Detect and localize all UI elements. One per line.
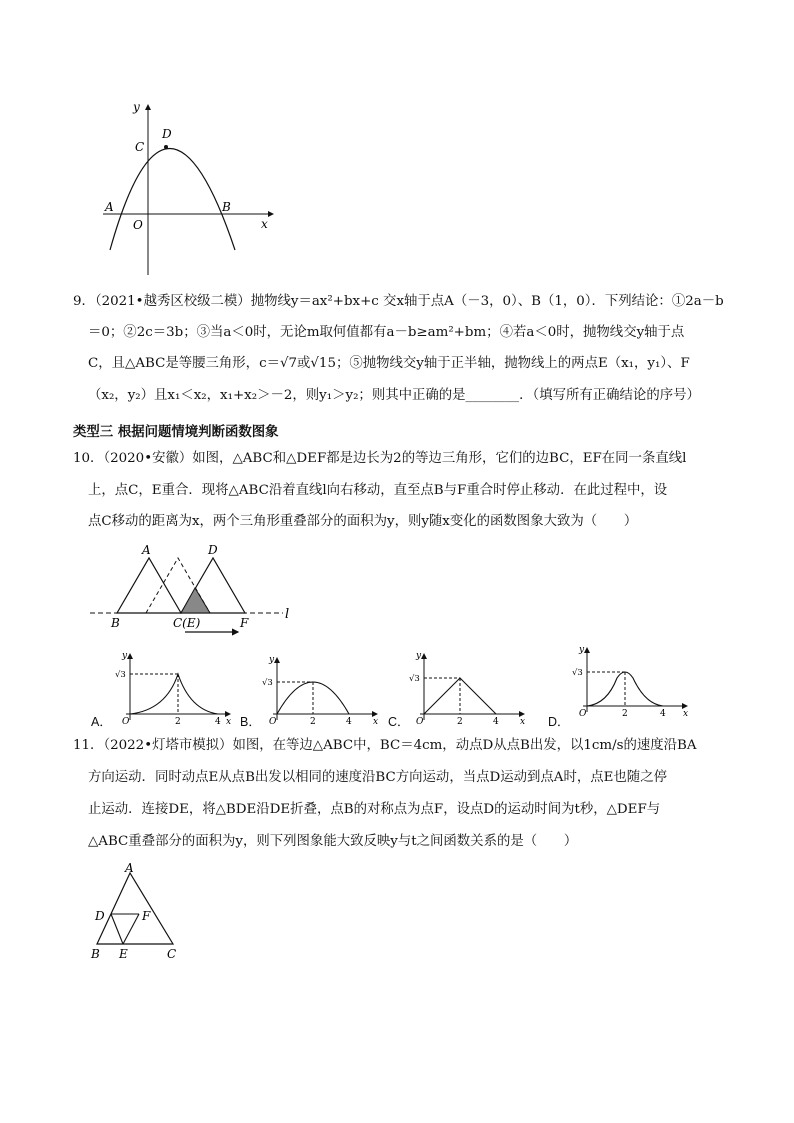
svg-text:x: x xyxy=(373,717,379,727)
svg-text:4: 4 xyxy=(660,709,666,719)
triangle-abc xyxy=(117,558,181,613)
svg-text:√3: √3 xyxy=(262,678,273,688)
svg-text:y: y xyxy=(269,655,275,665)
point-d-label: D xyxy=(162,127,172,141)
svg-text:4: 4 xyxy=(346,717,352,727)
svg-text:4: 4 xyxy=(215,717,221,727)
label-e: E xyxy=(119,947,128,961)
q11-line-3: 止运动．连接DE，将△BDE沿DE折叠，点B的对称点为点F，设点D的运动时间为t秒，△DEF与 xyxy=(88,802,661,817)
option-d-letter[interactable]: D． xyxy=(548,715,570,729)
svg-text:O: O xyxy=(122,717,130,727)
point-b-label: B xyxy=(222,200,231,214)
segment-ef xyxy=(123,914,139,944)
svg-text:4: 4 xyxy=(493,717,499,727)
q9-line-4: （x₂，y₂）且x₁＜x₂，x₁+x₂＞－2，则y₁＞y₂；则其中正确的是________．（填写所有正确结论的序号） xyxy=(88,388,700,403)
label-b: B xyxy=(111,616,120,630)
svg-text:√3: √3 xyxy=(115,670,126,680)
label-l: l xyxy=(285,607,290,622)
q9-line-2: ＝0；②2c＝3b；③当a＜0时，无论m取何值都有a－b≥am²+bm；④若a＜0时，抛物线交y轴于点 xyxy=(88,325,685,340)
label-a: A xyxy=(142,543,151,557)
svg-text:2: 2 xyxy=(457,717,463,727)
overlap-region xyxy=(181,588,210,613)
q11-line-4: △ABC重叠部分的面积为y，则下列图象能大致反映y与t之间函数关系的是（ ） xyxy=(88,834,578,849)
option-d-graph xyxy=(565,642,695,720)
point-c-label: C xyxy=(135,140,145,154)
option-b-graph xyxy=(255,652,385,728)
q11-line-1: 11．（2022•灯塔市模拟）如图，在等边△ABC中，BC＝4cm，动点D从点B出发，以1cm/s的速度沿BA xyxy=(73,738,697,753)
label-c: C xyxy=(167,947,177,961)
svg-text:2: 2 xyxy=(622,709,628,719)
option-c-letter[interactable]: C． xyxy=(388,715,410,729)
svg-text:√3: √3 xyxy=(572,668,583,678)
label-f: F xyxy=(240,616,249,630)
q10-line-1: 10．（2020•安徽）如图，△ABC和△DEF都是边长为2的等边三角形，它们的边BC，EF在同一条直线l xyxy=(73,451,687,466)
section-title: 类型三 根据问题情境判断函数图象 xyxy=(73,425,279,440)
point-a-label: A xyxy=(105,200,114,214)
origin-label: O xyxy=(133,218,143,232)
y-axis-label: y xyxy=(133,100,140,114)
q9-parabola-graph xyxy=(95,95,285,280)
vertex-point xyxy=(164,145,168,149)
svg-text:x: x xyxy=(520,717,526,727)
svg-text:y: y xyxy=(416,651,422,661)
option-b-letter[interactable]: B． xyxy=(240,715,261,729)
q9-line-3: C，且△ABC是等腰三角形，c＝√7或√15；⑤抛物线交y轴于正半轴，抛物线上的两点E（x₁，y₁）、F xyxy=(88,356,690,371)
svg-text:O: O xyxy=(416,717,424,727)
x-axis-label: x xyxy=(261,217,268,231)
svg-text:x: x xyxy=(226,717,232,727)
svg-text:O: O xyxy=(269,717,277,727)
option-a-graph xyxy=(108,648,238,728)
q9-line-1: 9．（2021•越秀区校级二模）抛物线y＝ax²+bx+c 交x轴于点A（－3，0）、B（1，0）．下列结论：①2a－b xyxy=(73,294,724,309)
q11-line-2: 方向运动．同时动点E从点B出发以相同的速度沿BC方向运动，当点D运动到点A时，点E也随之停 xyxy=(88,770,667,785)
svg-text:2: 2 xyxy=(175,717,181,727)
label-a: A xyxy=(125,861,134,875)
label-b: B xyxy=(91,947,100,961)
svg-text:√3: √3 xyxy=(409,674,420,684)
q10-line-2: 上，点C，E重合．现将△ABC沿着直线l向右移动，直至点B与F重合时停止移动．在此过程中，设 xyxy=(88,483,668,498)
svg-text:y: y xyxy=(579,645,585,655)
triangle-abc xyxy=(97,873,173,944)
q10-line-3: 点C移动的距离为x，两个三角形重叠部分的面积为y，则y随x变化的函数图象大致为（ ） xyxy=(88,514,638,529)
svg-text:O: O xyxy=(579,709,587,719)
parabola-curve xyxy=(110,149,235,251)
label-f: F xyxy=(142,909,151,923)
label-ce: C(E) xyxy=(173,616,201,630)
svg-text:2: 2 xyxy=(310,717,316,727)
option-a-letter[interactable]: A． xyxy=(91,715,112,729)
label-d: D xyxy=(95,909,105,923)
q11-triangle-figure xyxy=(85,858,195,963)
label-d: D xyxy=(208,543,218,557)
option-a-curve xyxy=(130,674,218,714)
option-c-graph xyxy=(402,648,532,728)
q10-triangles-figure xyxy=(88,540,308,640)
svg-text:x: x xyxy=(683,709,689,719)
svg-text:y: y xyxy=(122,651,128,661)
segment-de xyxy=(111,914,123,944)
